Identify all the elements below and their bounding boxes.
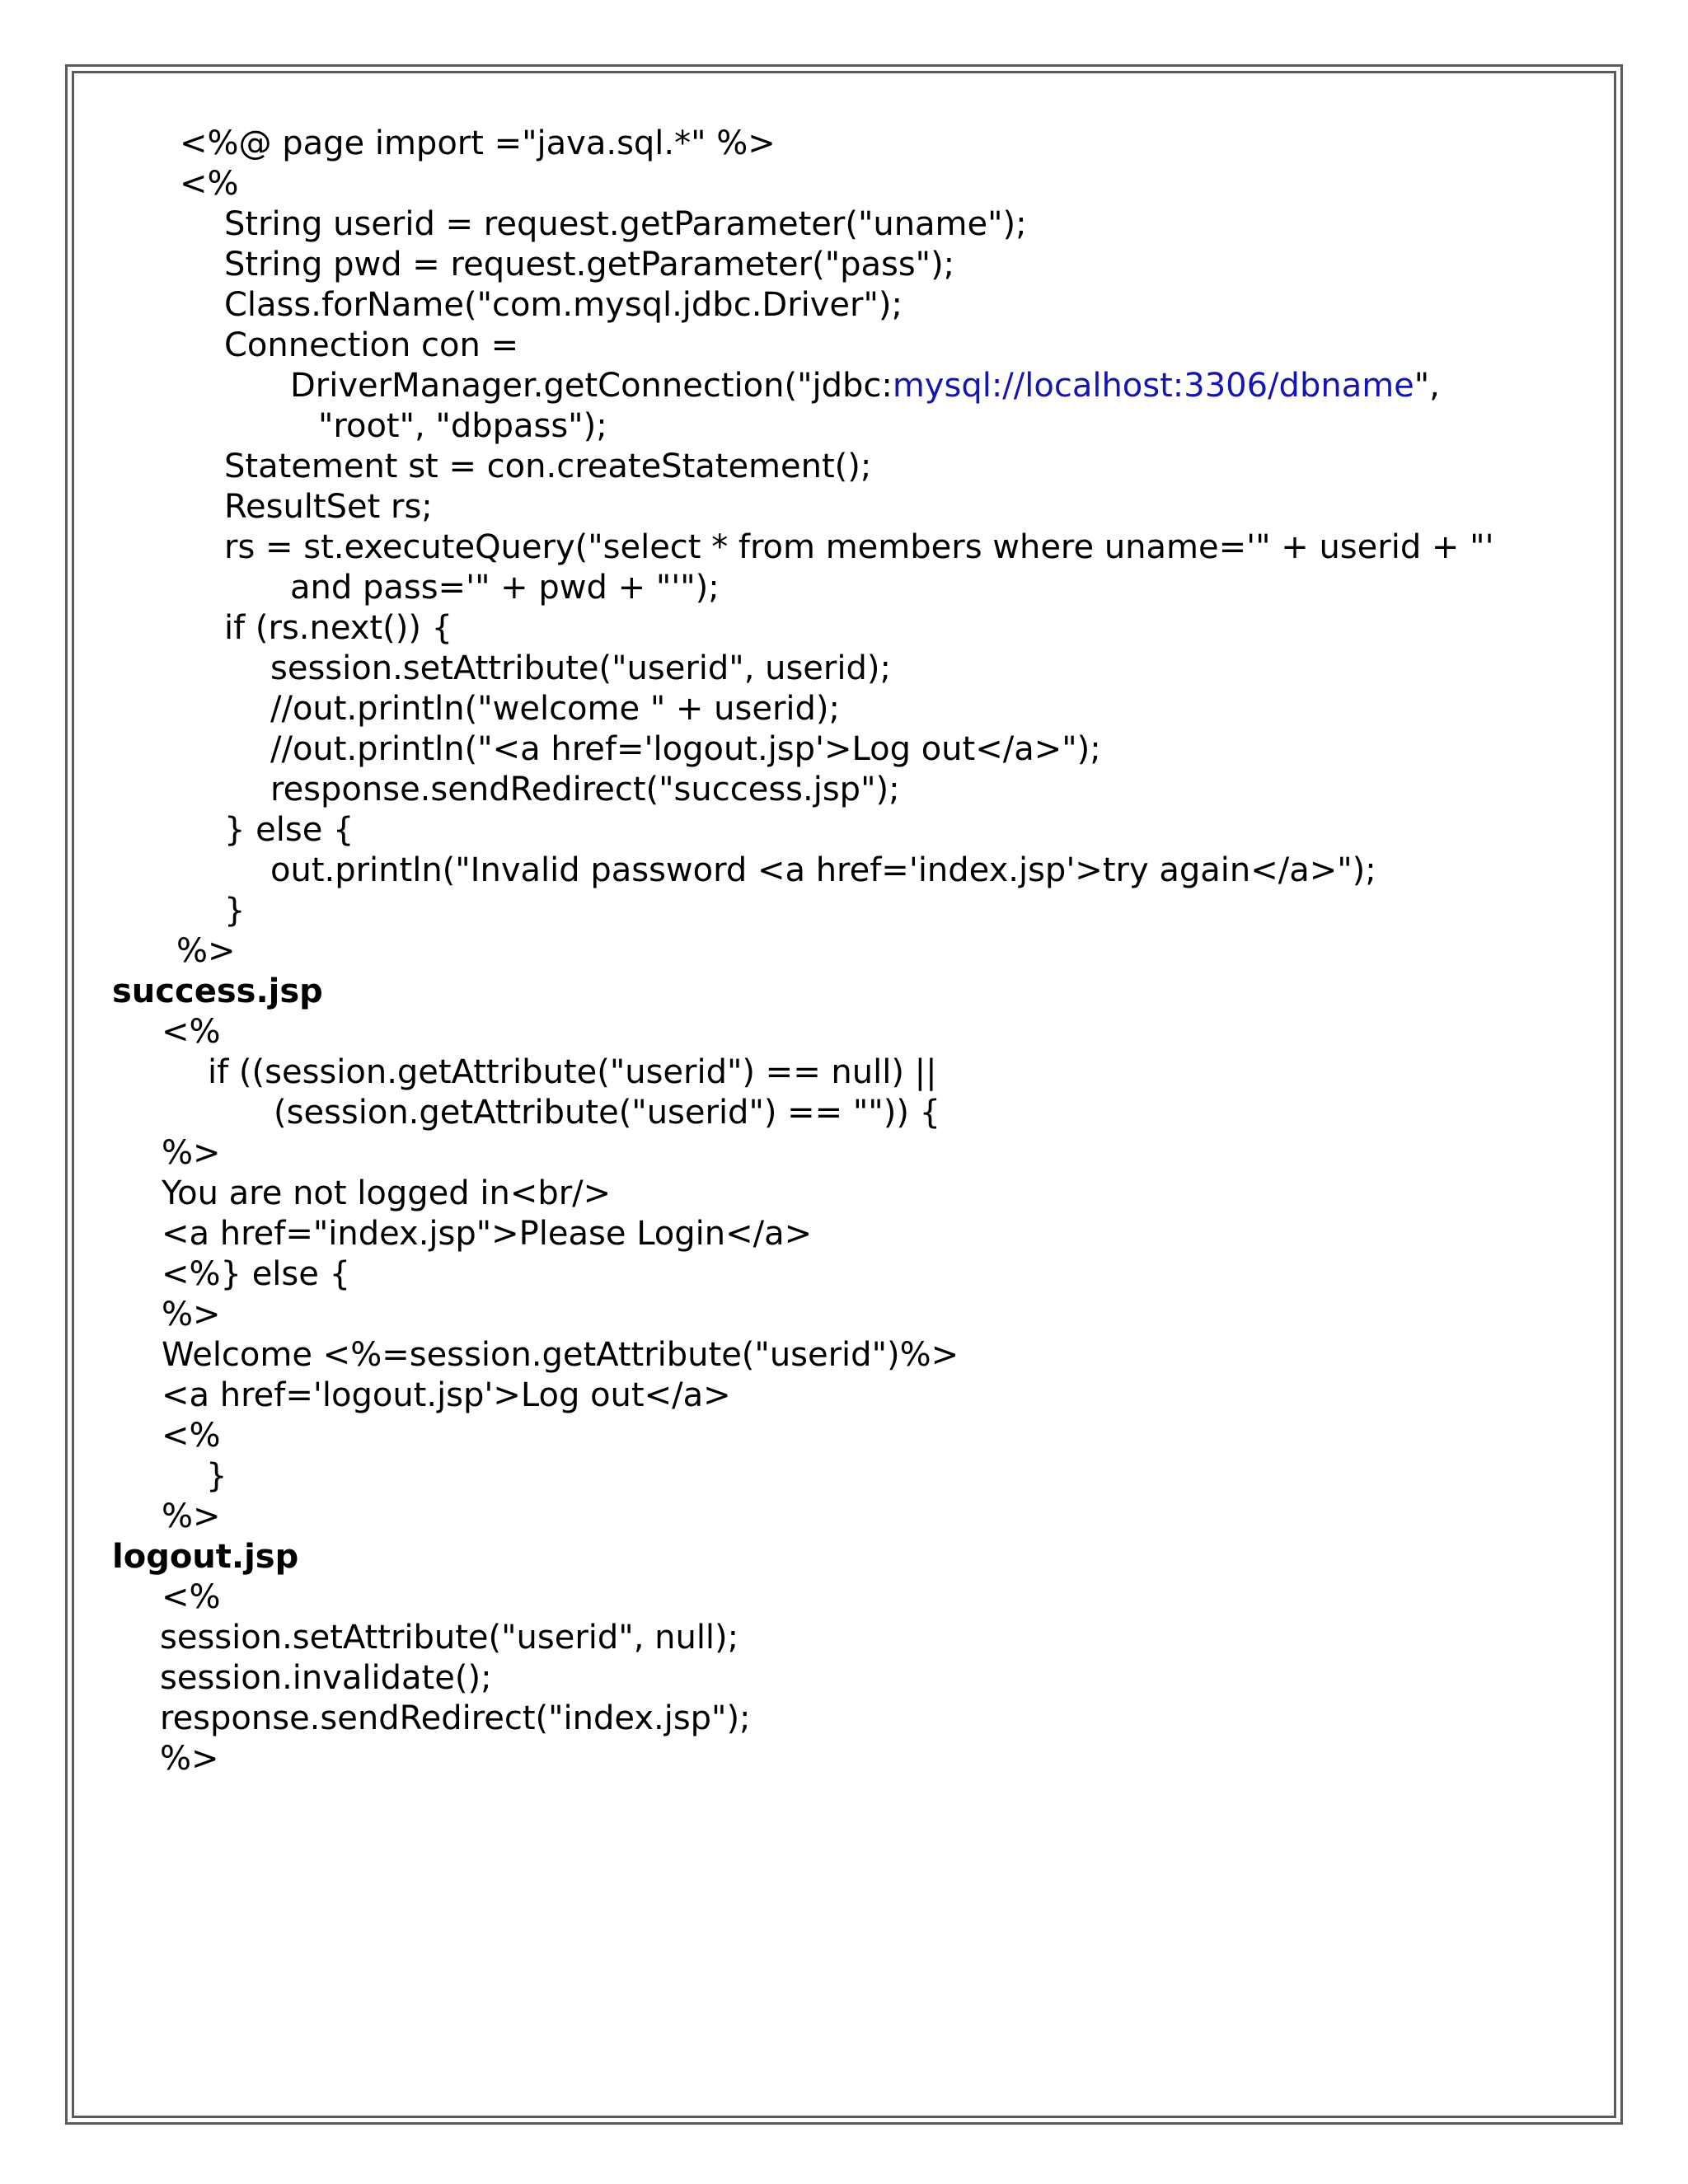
jdbc-url-link[interactable]: mysql://localhost:3306/dbname [892,367,1414,405]
code-line: You are not logged in<br/> [162,1174,612,1212]
code-line: } else { [224,811,354,849]
code-line: <a href='logout.jsp'>Log out</a> [162,1376,731,1414]
code-line: response.sendRedirect("index.jsp"); [160,1699,751,1737]
code-line: session.setAttribute("userid", userid); [270,649,891,687]
code-line: //out.println("<a href='logout.jsp'>Log out</a>"); [270,730,1101,768]
code-line: if (rs.next()) { [224,609,453,647]
code-line: %> [162,1497,221,1535]
code-line: (session.getAttribute("userid") == "")) { [274,1094,941,1132]
code-line: ResultSet rs; [224,488,433,526]
code-line: %> [162,1134,221,1172]
code-line: "root", "dbpass"); [318,407,607,445]
code-line: DriverManager.getConnection("jdbc:mysql://localhost:3306/dbname", [290,367,1440,405]
code-line: String userid = request.getParameter("uname"); [224,205,1027,243]
code-line: String pwd = request.getParameter("pass"); [224,246,955,284]
code-line: //out.println("welcome " + userid); [270,690,840,728]
code-line: Connection con = [224,326,519,364]
code-line: <%@ page import ="java.sql.*" %> [180,124,776,162]
code-line: and pass='" + pwd + "'"); [290,569,720,607]
code-line: } [224,892,246,930]
code-line: <a href="index.jsp">Please Login</a> [162,1215,813,1253]
code-line: %> [176,932,236,970]
code-line: <% [180,165,239,203]
code-line: <%} else { [162,1255,351,1293]
section-heading-success-jsp: success.jsp [112,972,323,1010]
section-heading-logout-jsp: logout.jsp [112,1538,299,1576]
code-line: out.println("Invalid password <a href='index.jsp'>try again</a>"); [270,851,1376,889]
code-line: <% [162,1013,221,1051]
code-line: <% [162,1578,221,1616]
code-line: Welcome <%=session.getAttribute("userid")%> [162,1336,959,1374]
code-line: response.sendRedirect("success.jsp"); [270,771,900,808]
code-line: session.setAttribute("userid", null); [160,1619,739,1657]
code-line: if ((session.getAttribute("userid") == null) || [208,1053,937,1091]
code-line: <% [162,1417,221,1455]
code-line: %> [160,1740,219,1778]
code-line: Statement st = con.createStatement(); [224,448,872,485]
code-line: } [206,1457,227,1495]
code-line: session.invalidate(); [160,1659,492,1697]
code-line: Class.forName("com.mysql.jdbc.Driver"); [224,286,903,324]
code-line: %> [162,1296,221,1333]
code-line: rs = st.executeQuery("select * from members where uname='" + userid + "' [224,528,1494,566]
